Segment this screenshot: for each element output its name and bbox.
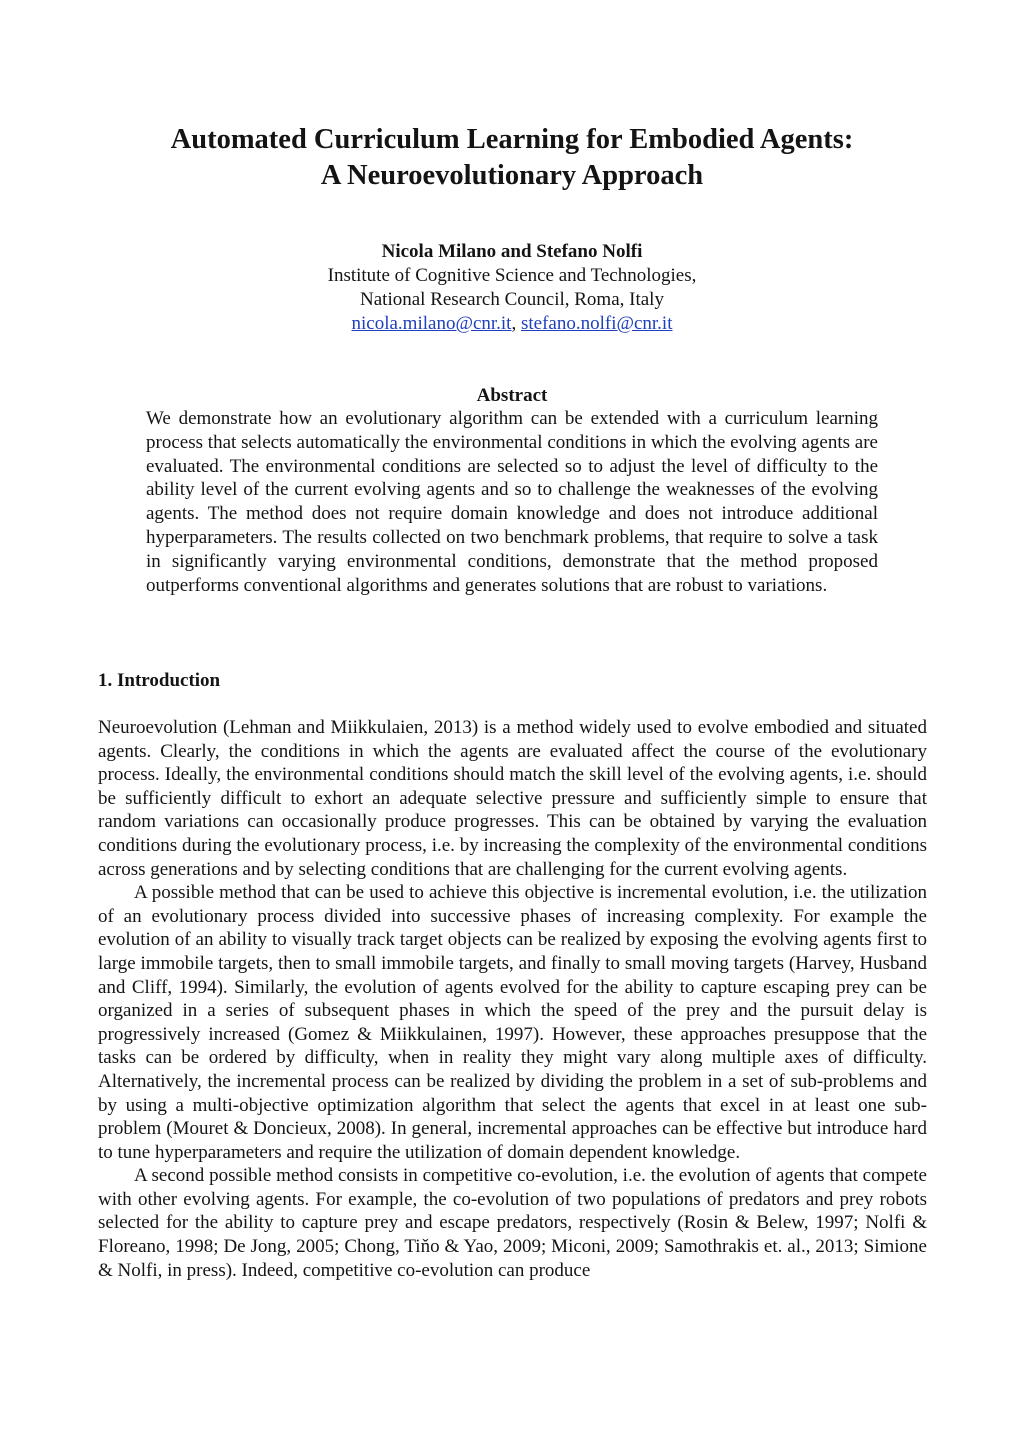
title-line-1: Automated Curriculum Learning for Embodied Agents: xyxy=(170,124,854,155)
author-block xyxy=(0,240,1024,336)
email-link-milano[interactable]: nicola.milano@cnr.it xyxy=(351,313,512,334)
abstract-text: We demonstrate how an evolutionary algorithm can be extended with a curriculum learning process that selects automatically the environmental conditions in which the evolving agents are evaluated. The environmental conditions are selected so to adjust the level of difficulty to the ability level of the current evolving agents and so to challenge the weaknesses of the evolving agents. The method does not require domain knowledge and does not introduce additional hyperparameters. The results collected on two benchmark problems, that require to solve a task in significantly varying environmental conditions, demonstrate that the method proposed outperforms conventional algorithms and generates solutions that are robust to variations. xyxy=(146,408,878,596)
section-heading-introduction: 1. Introduction xyxy=(98,670,221,691)
affiliation-line-2: National Research Council, Roma, Italy xyxy=(360,289,664,310)
intro-paragraph-2: A possible method that can be used to achieve this objective is incremental evolution, i.e. the utilization of an evolutionary process divided into successive phases of increasing complexity. For example the evolution of an ability to visually track target objects can be realized by exposing the evolving agents first to large immobile targets, then to small immobile targets, and finally to small moving targets (Harvey, Husband and Cliff, 1994). Similarly, the evolution of agents evolved for the ability to capture escaping prey can be organized in a series of subsequent phases in which the speed of the prey and the pursuit delay is progressively increased (Gomez & Miikkulainen, 1997). However, these approaches presuppose that the tasks can be ordered by difficulty, when in reality they might vary along multiple axes of difficulty. Alternatively, the incremental process can be realized by dividing the problem in a set of sub-problems and by using a multi-objective optimization algorithm that select the agents that excel in at least one sub-problem (Mouret & Doncieux, 2008). In general, incremental approaches can be effective but introduce hard to tune hyperparameters and require the utilization of domain dependent knowledge. xyxy=(98,882,927,1163)
intro-paragraph-1: Neuroevolution (Lehman and Miikkulaien, 2013) is a method widely used to evolve embodied and situated agents. Clearly, the conditions in which the agents are evaluated affect the course of the evolutionary process. Ideally, the environmental conditions should match the skill level of the evolving agents, i.e. should be sufficiently difficult to exhort an adequate selective pressure and sufficiently simple to ensure that random variations can occasionally produce progresses. This can be obtained by varying the evaluation conditions during the evolutionary process, i.e. by increasing the complexity of the environmental conditions across generations and by selecting conditions that are challenging for the current evolving agents. xyxy=(98,717,927,880)
paper-title xyxy=(0,122,1024,194)
affiliation-line-1: Institute of Cognitive Science and Technologies, xyxy=(327,265,697,286)
introduction-body xyxy=(98,716,927,1282)
title-line-2: A Neuroevolutionary Approach xyxy=(320,160,704,191)
email-separator: , xyxy=(511,313,521,334)
intro-paragraph-3: A second possible method consists in competitive co-evolution, i.e. the evolution of agents that compete with other evolving agents. For example, the co-evolution of two populations of predators and prey robots selected for the ability to capture prey and escape predators, respectively (Rosin & Belew, 1997; Nolfi & Floreano, 1998; De Jong, 2005; Chong, Tiňo & Yao, 2009; Miconi, 2009; Samothrakis et. al., 2013; Simione & Nolfi, in press). Indeed, competitive co-evolution can produce xyxy=(98,1165,927,1281)
author-names: Nicola Milano and Stefano Nolfi xyxy=(381,241,643,262)
abstract-heading: Abstract xyxy=(476,385,548,406)
email-line xyxy=(0,312,1024,336)
email-link-nolfi[interactable]: stefano.nolfi@cnr.it xyxy=(520,313,673,334)
